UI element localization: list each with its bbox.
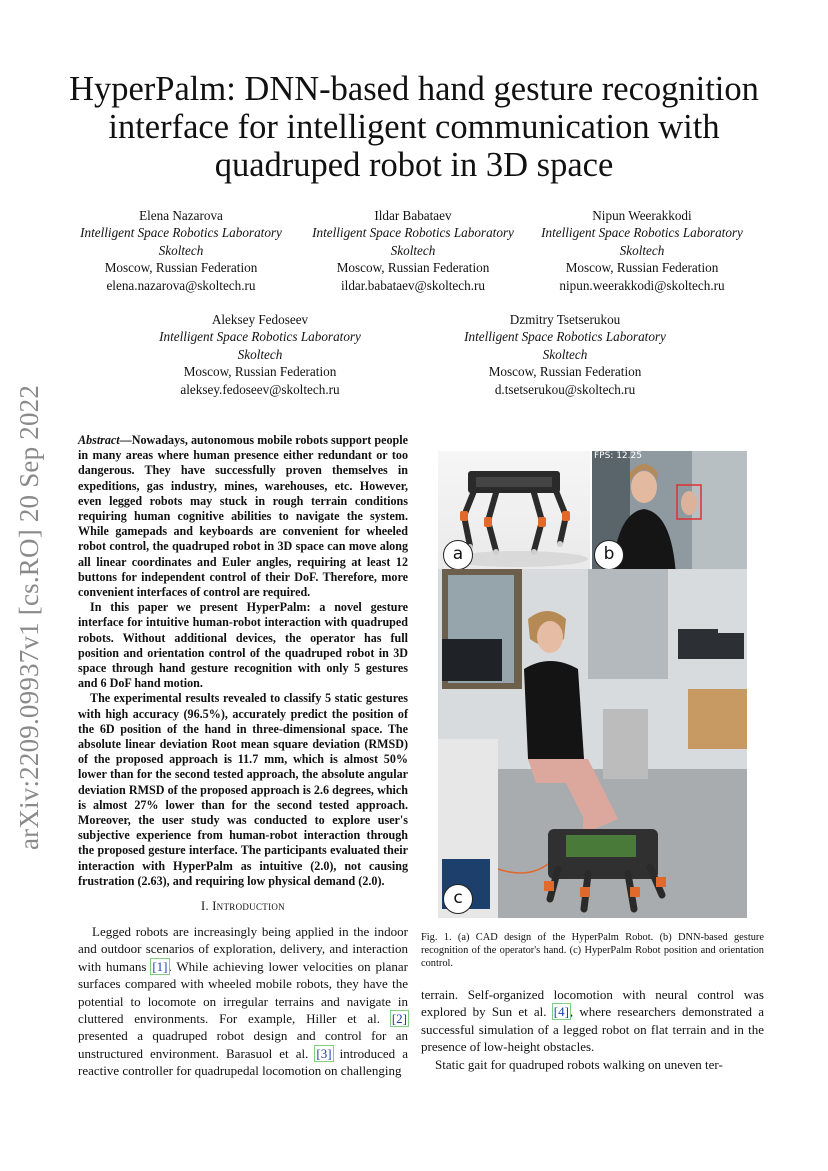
- author-affiliation: Intelligent Space Robotics Laboratory: [80, 225, 282, 241]
- section-heading: [78, 899, 408, 914]
- paper-title: [40, 70, 788, 184]
- author-affiliation: Intelligent Space Robotics Laboratory: [159, 329, 361, 345]
- abstract-paragraph-1: Abstract—Nowadays, autonomous mobile robots support people in many areas where human presence either redundant or too dangerous. They have successfully proven themselves in expeditions, gas industry, mines, warehouses, etc. However, even legged robots may stuck in rough terrain conditions requiring human cognitive abilities to navigate the system. While gamepads and keyboards are convenient for wheeled robot control, the quadruped robot in 3D space can move along all linear coordinates and Euler angles, requiring at least 12 buttons for independent control of their DoF. Therefore, more convenient interfaces of control are required.: [78, 433, 408, 600]
- abstract-paragraph-3: The experimental results revealed to classify 5 static gestures with high accuracy (96.5%), accurately predict the position of the 6D position of the hand in three-dimensional space. The absolute linear deviation Root mean square deviation (RMSD) of the proposed approach is 11.7 mm, which is almost 50% lower than for the second tested approach, the absolute angular deviation RMSD of the proposed approach is 2.6 degrees, which is almost 27% lower than for the second tested approach. Moreover, the user study was conducted to explore user's subjective experience from human-robot interaction through the proposed gesture interface. The participants evaluated their interaction with HyperPalm as intuitive (2.0), not causing frustration (2.63), and requiring low physical demand (2.0).: [78, 691, 408, 888]
- author-block-4: [143, 311, 377, 398]
- abstract: [78, 433, 408, 889]
- author-location: Moscow, Russian Federation: [336, 260, 490, 276]
- author-email: aleksey.fedoseev@skoltech.ru: [180, 381, 340, 397]
- author-org: Skoltech: [542, 346, 588, 362]
- author-location: Moscow, Russian Federation: [183, 364, 337, 380]
- author-affiliation: Intelligent Space Robotics Laboratory: [312, 225, 514, 241]
- citation-link-1[interactable]: [1]: [152, 958, 168, 974]
- author-name: Dzmitry Tsetserukou: [509, 312, 621, 327]
- author-org: Skoltech: [619, 242, 665, 258]
- citation-link-2[interactable]: [2]: [391, 1011, 407, 1027]
- author-affiliation: Intelligent Space Robotics Laboratory: [464, 329, 666, 345]
- author-location: Moscow, Russian Federation: [104, 260, 258, 276]
- author-location: Moscow, Russian Federation: [488, 364, 642, 380]
- figure-caption: Fig. 1. (a) CAD design of the HyperPalm Robot. (b) DNN-based gesture recognition of the operator's hand. (c) HyperPalm Robot position and orientation control.: [421, 932, 764, 970]
- author-block-1: [64, 207, 298, 294]
- intro-paragraph: Legged robots are increasingly being applied in the indoor and outdoor scenarios of exploration, delivery, and interaction with humans [1]. While achieving lower velocities on planar surfaces compared with wheeled mobile robots, they have the potential to locomote on irregular terrains and navigate in cluttered environments. For example, Hiller et al. [2] presented a quadruped robot design and control for an unstructured environment. Barasuol et al. [3] introduced a reactive controller for quadrupedal locomotion on challenging: [78, 924, 408, 1079]
- author-block-2: [296, 207, 530, 294]
- citation-link-4[interactable]: [4]: [553, 1004, 569, 1020]
- author-name: Aleksey Fedoseev: [211, 312, 309, 327]
- author-org: Skoltech: [390, 242, 436, 258]
- author-affiliation: Intelligent Space Robotics Laboratory: [541, 225, 743, 241]
- author-name: Elena Nazarova: [139, 208, 223, 223]
- abstract-paragraph-2: In this paper we present HyperPalm: a novel gesture interface for intuitive human-robot interaction with quadruped robots. Without additional devices, the operator has full position and orientation control of the quadruped robot in 3D space through hand gesture recognition with only 5 gestures and 6 DoF hand motion.: [78, 600, 408, 691]
- author-name: Nipun Weerakkodi: [592, 208, 692, 223]
- author-email: elena.nazarova@skoltech.ru: [106, 277, 256, 293]
- author-email: ildar.babataev@skoltech.ru: [341, 277, 485, 293]
- panel-label-c: c: [443, 884, 473, 914]
- section-number: I.: [201, 899, 209, 913]
- right-column-text: [421, 986, 764, 1073]
- citation-link-3[interactable]: [3]: [316, 1045, 332, 1061]
- robot-control-scene-image: [438, 569, 747, 918]
- panel-label-b: b: [594, 540, 624, 570]
- author-location: Moscow, Russian Federation: [565, 260, 719, 276]
- author-email: nipun.weerakkodi@skoltech.ru: [559, 277, 725, 293]
- author-block-5: [448, 311, 682, 398]
- abstract-label: Abstract: [78, 433, 120, 447]
- arxiv-stamp: arXiv:2209.09937v1 [cs.RO] 20 Sep 2022: [14, 384, 44, 850]
- title-line-2: interface for intelligent communication with: [108, 108, 720, 146]
- section-title: Introduction: [212, 899, 285, 913]
- author-name: Ildar Babataev: [374, 208, 452, 223]
- fps-readout: FPS: 12.25: [594, 451, 642, 461]
- author-email: d.tsetserukou@skoltech.ru: [494, 381, 636, 397]
- author-org: Skoltech: [237, 346, 283, 362]
- author-block-3: [525, 207, 759, 294]
- introduction-text: [78, 923, 408, 1080]
- figure-1: [438, 451, 747, 918]
- right-paragraph-1: terrain. Self-organized locomotion with neural control was explored by Sun et al. [4], where researchers demonstrated a successful simulation of a legged robot on flat terrain and in the presence of low-height obstacles.: [421, 987, 764, 1055]
- figure-panel-b: [592, 451, 747, 576]
- title-line-3: quadruped robot in 3D space: [214, 146, 614, 184]
- right-paragraph-2: Static gait for quadruped robots walking on uneven ter-: [435, 1056, 723, 1072]
- title-line-1: HyperPalm: DNN-based hand gesture recognition: [69, 70, 759, 108]
- author-org: Skoltech: [158, 242, 204, 258]
- panel-label-a: a: [443, 540, 473, 570]
- figure-panel-a: [438, 451, 590, 576]
- figure-panel-c: [438, 569, 747, 918]
